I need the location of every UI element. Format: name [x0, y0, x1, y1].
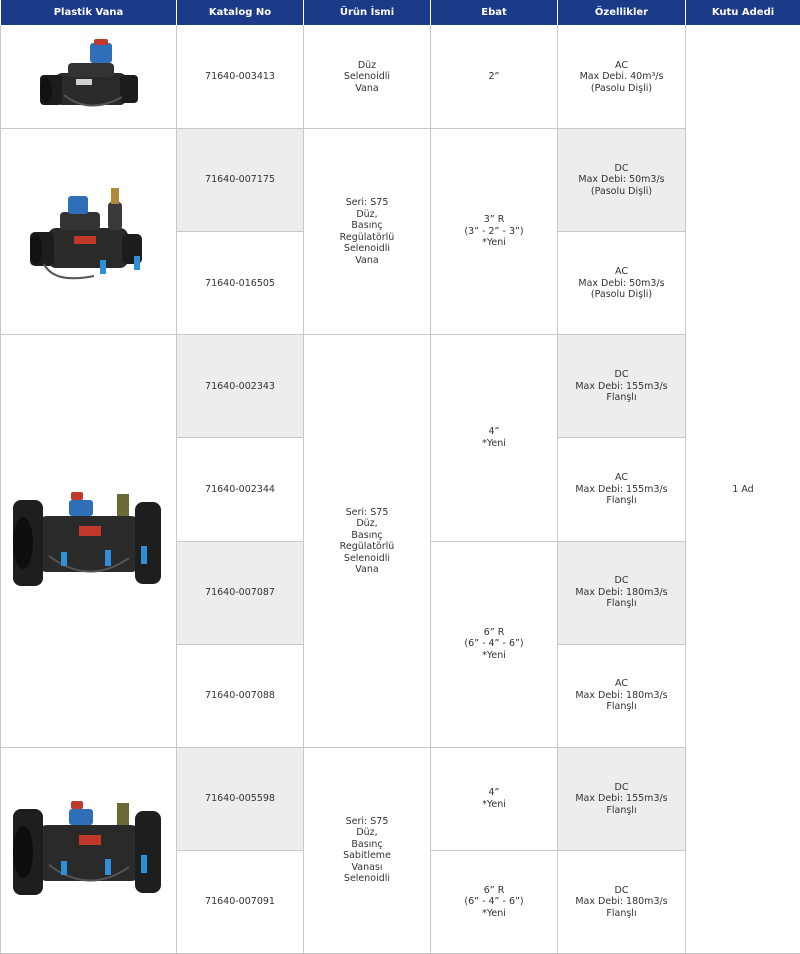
- features-cell: AC Max Debi. 40m³/s (Pasolu Dişli): [558, 26, 686, 129]
- product-image-cell: [1, 335, 177, 747]
- size-cell: 3” R (3” - 2” - 3”) *Yeni: [431, 129, 558, 335]
- product-name-cell: Seri: S75 Düz, Basınç Sabitleme Vanası Selenoidli: [304, 747, 431, 953]
- features-cell: AC Max Debi: 155m3/s Flanşlı: [558, 438, 686, 541]
- size-cell: 2”: [431, 26, 558, 129]
- features-cell: DC Max Debi: 155m3/s Flanşlı: [558, 747, 686, 850]
- features-cell: DC Max Debi: 180m3/s Flanşlı: [558, 850, 686, 953]
- table-row: [1, 335, 800, 438]
- features-cell: AC Max Debi: 50m3/s (Pasolu Dişli): [558, 232, 686, 335]
- flanged-valve-icon: [9, 795, 169, 905]
- product-image-cell: [1, 747, 177, 953]
- product-name-cell: Seri: S75 Düz, Basınç Regülatörlü Selenoidli Vana: [304, 335, 431, 747]
- table-row: [1, 129, 800, 232]
- catalog-no-cell: 71640-002343: [177, 335, 304, 438]
- features-cell: DC Max Debi: 50m3/s (Pasolu Dişli): [558, 129, 686, 232]
- catalog-no-cell: 71640-007091: [177, 850, 304, 953]
- size-cell: 6” R (6” - 4” - 6”) *Yeni: [431, 541, 558, 747]
- header-product-name: Ürün İsmi: [304, 0, 431, 26]
- catalog-no-cell: 71640-005598: [177, 747, 304, 850]
- size-cell: 4” *Yeni: [431, 747, 558, 850]
- catalog-no-cell: 71640-007088: [177, 644, 304, 747]
- product-name-cell: Düz Selenoidli Vana: [304, 26, 431, 129]
- header-features: Özellikler: [558, 0, 686, 26]
- header-product: Plastik Vana: [1, 0, 177, 26]
- features-cell: DC Max Debi: 155m3/s Flanşlı: [558, 335, 686, 438]
- solenoid-valve-threaded-icon: [34, 35, 144, 119]
- product-image-cell: [1, 26, 177, 129]
- size-cell: 4” *Yeni: [431, 335, 558, 541]
- header-row: [1, 0, 800, 26]
- catalog-no-cell: 71640-003413: [177, 26, 304, 129]
- features-cell: AC Max Debi: 180m3/s Flanşlı: [558, 644, 686, 747]
- product-name-cell: Seri: S75 Düz, Basınç Regülatörlü Selenoidli Vana: [304, 129, 431, 335]
- catalog-no-cell: 71640-016505: [177, 232, 304, 335]
- catalog-no-cell: 71640-002344: [177, 438, 304, 541]
- header-size: Ebat: [431, 0, 558, 26]
- catalog-no-cell: 71640-007087: [177, 541, 304, 644]
- box-qty-cell: 1 Ad: [686, 26, 800, 954]
- features-cell: DC Max Debi: 180m3/s Flanşlı: [558, 541, 686, 644]
- product-image-cell: [1, 129, 177, 335]
- table-row: [1, 747, 800, 850]
- size-cell: 6” R (6” - 4” - 6”) *Yeni: [431, 850, 558, 953]
- header-catalog-no: Katalog No: [177, 0, 304, 26]
- catalog-no-cell: 71640-007175: [177, 129, 304, 232]
- table-row: [1, 26, 800, 129]
- pressure-regulating-valve-threaded-icon: [24, 172, 154, 292]
- header-box-qty: Kutu Adedi: [686, 0, 800, 26]
- flanged-valve-icon: [9, 486, 169, 596]
